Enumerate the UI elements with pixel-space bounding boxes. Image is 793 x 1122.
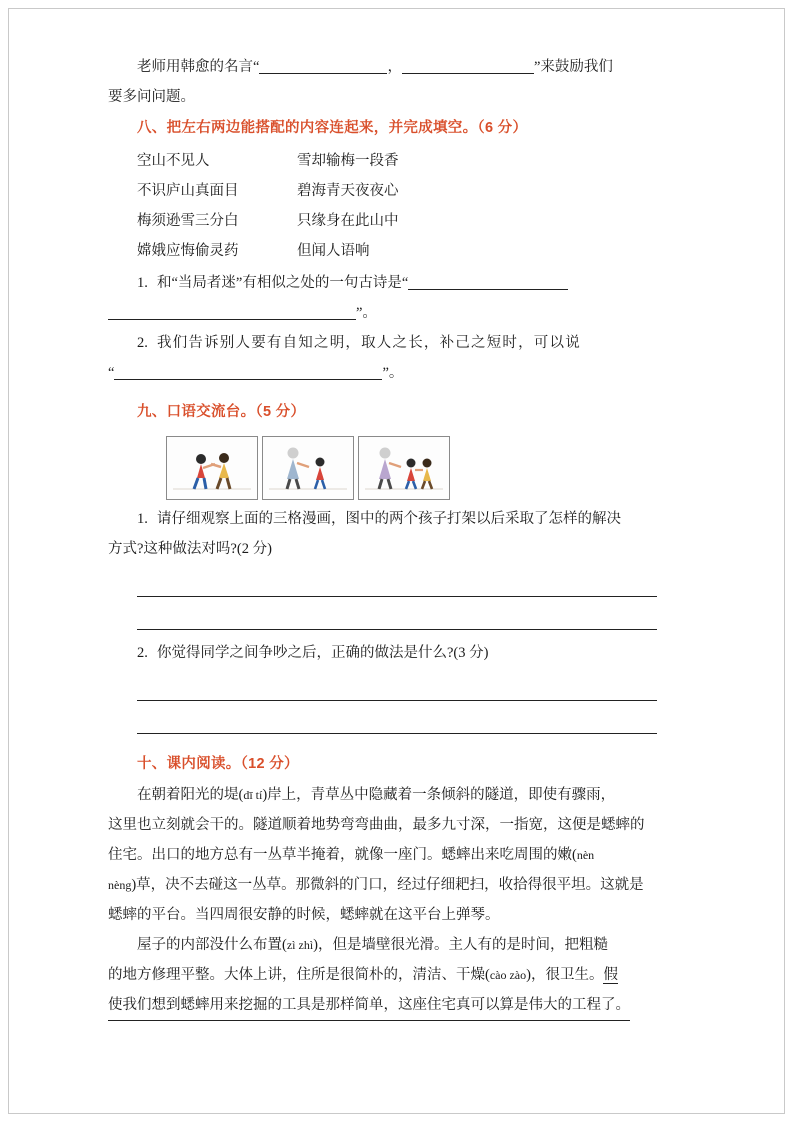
carryover-text-2: 要多问问题。 xyxy=(108,89,195,105)
fill-blank[interactable] xyxy=(408,274,568,290)
question-number: 1. xyxy=(137,275,148,291)
pinyin-annotation: dī tí xyxy=(243,788,263,802)
fill-blank[interactable] xyxy=(259,58,387,74)
fill-blank[interactable] xyxy=(108,304,356,320)
quote-open: “ xyxy=(108,365,115,381)
match-left-item[interactable]: 不识庐山真面目 xyxy=(137,183,239,199)
answer-line[interactable] xyxy=(137,603,657,630)
comic-reconcile-illustration xyxy=(359,437,449,499)
section-8-question-2 xyxy=(108,328,688,358)
comic-panel-3 xyxy=(358,436,450,500)
question-tail: ”。 xyxy=(356,305,377,321)
section-9-question-1 xyxy=(108,504,688,534)
passage-text: )草，决不去碰这一丛草。那微斜的门口，经过仔细耙扫，收拾得很平坦。这就是 xyxy=(131,877,644,893)
match-right-item[interactable]: 雪却输梅一段香 xyxy=(297,153,399,169)
section-9-question-1-line2 xyxy=(108,534,688,564)
match-right-item[interactable]: 但闻人语响 xyxy=(297,243,370,259)
passage-text: 在朝着阳光的堤( xyxy=(137,787,244,803)
comic-panel-2 xyxy=(262,436,354,500)
section-10-title: 十、课内阅读。（12 分） xyxy=(137,756,299,772)
passage-text: )，但是墙壁很光滑。主人有的是时间，把粗糙 xyxy=(313,937,608,953)
section-9-question-2 xyxy=(108,638,688,668)
section-8-title: 八、把左右两边能搭配的内容连起来，并完成填空。（6 分） xyxy=(137,120,528,136)
comic-panel-1 xyxy=(166,436,258,500)
pinyin-annotation: cào zào xyxy=(489,968,527,982)
section-8-question-2-line2 xyxy=(108,358,688,388)
fill-blank[interactable] xyxy=(402,58,534,74)
section-9-title: 九、口语交流台。（5 分） xyxy=(137,404,306,420)
answer-line[interactable] xyxy=(137,707,657,734)
section-8-question-1 xyxy=(108,268,688,298)
carryover-tail: ”来鼓励我们 xyxy=(533,59,613,75)
underlined-text: 假 xyxy=(603,967,618,983)
reading-passage xyxy=(108,780,688,1021)
passage-text: 的地方修理平整。大体上讲，住所是很简朴的，清洁、干燥( xyxy=(108,967,490,983)
fill-blank[interactable] xyxy=(114,364,382,380)
reading-paragraph-2-line1 xyxy=(108,930,688,960)
pinyin-annotation: zì zhì xyxy=(286,938,314,952)
reading-paragraph-1-line4 xyxy=(108,870,688,900)
carryover-paragraph xyxy=(108,52,688,82)
match-left-item[interactable]: 嫦娥应悔偷灵药 xyxy=(137,243,239,259)
match-right-item[interactable]: 只缘身在此山中 xyxy=(297,213,399,229)
table-row[interactable] xyxy=(108,176,517,206)
comic-strip xyxy=(166,436,688,500)
match-right-item[interactable]: 碧海青天夜夜心 xyxy=(297,183,399,199)
answer-line[interactable] xyxy=(137,570,657,597)
carryover-paragraph-line2 xyxy=(108,82,688,112)
passage-text: )岸上，青草丛中隐藏着一条倾斜的隧道，即使有骤雨， xyxy=(262,787,616,803)
question-text: 和“当局者迷”有相似之处的一句古诗是“ xyxy=(157,275,409,291)
question-number: 2. xyxy=(137,645,148,661)
reading-paragraph-1-line5: 蟋蟀的平台。当四周很安静的时候，蟋蟀就在这平台上弹琴。 xyxy=(108,907,500,923)
reading-paragraph-1-line1 xyxy=(108,780,688,810)
question-text: 我们告诉别人要有自知之明，取人之长，补己之短时，可以说 xyxy=(157,335,581,351)
question-text: 请仔细观察上面的三格漫画，图中的两个孩子打架以后采取了怎样的解决 xyxy=(157,511,621,527)
question-tail: ”。 xyxy=(382,365,404,381)
comic-fight-illustration xyxy=(167,437,257,499)
question-text-cont: 方式?这种做法对吗?(2 分) xyxy=(108,541,272,557)
passage-text: 屋子的内部没什么布置( xyxy=(137,937,287,953)
table-row[interactable] xyxy=(108,236,517,266)
question-text: 你觉得同学之间争吵之后，正确的做法是什么?(3 分) xyxy=(157,645,489,661)
table-row[interactable] xyxy=(108,146,517,176)
question-number: 2. xyxy=(137,335,148,351)
passage-text: )，很卫生。 xyxy=(526,967,604,983)
question-number: 1. xyxy=(137,511,148,527)
comic-adult-child-illustration xyxy=(263,437,353,499)
passage-text: 住宅。出口的地方总有一丛草半掩着，就像一座门。蟋蟀出来吃周围的嫩( xyxy=(108,847,577,863)
reading-paragraph-2-line2 xyxy=(108,960,688,990)
reading-paragraph-1-line2: 这里也立刻就会干的。隧道顺着地势弯弯曲曲，最多九寸深，一指宽，这便是蟋蟀的 xyxy=(108,817,645,833)
carryover-comma: ， xyxy=(387,59,402,75)
carryover-text: 老师用韩愈的名言“ xyxy=(137,59,260,75)
pinyin-annotation: nèn xyxy=(576,848,595,862)
section-8-question-1-line2 xyxy=(108,298,688,328)
pinyin-annotation: nèng xyxy=(108,878,132,892)
matching-table xyxy=(108,146,517,266)
answer-line[interactable] xyxy=(137,674,657,701)
reading-paragraph-2-line3: 使我们想到蟋蟀用来挖掘的工具是那样简单，这座住宅真可以算是伟大的工程了。 xyxy=(108,990,630,1021)
match-left-item[interactable]: 空山不见人 xyxy=(137,153,210,169)
match-left-item[interactable]: 梅须逊雪三分白 xyxy=(137,213,239,229)
reading-paragraph-1-line3 xyxy=(108,840,688,870)
page-content xyxy=(108,52,688,1021)
table-row[interactable] xyxy=(108,206,517,236)
